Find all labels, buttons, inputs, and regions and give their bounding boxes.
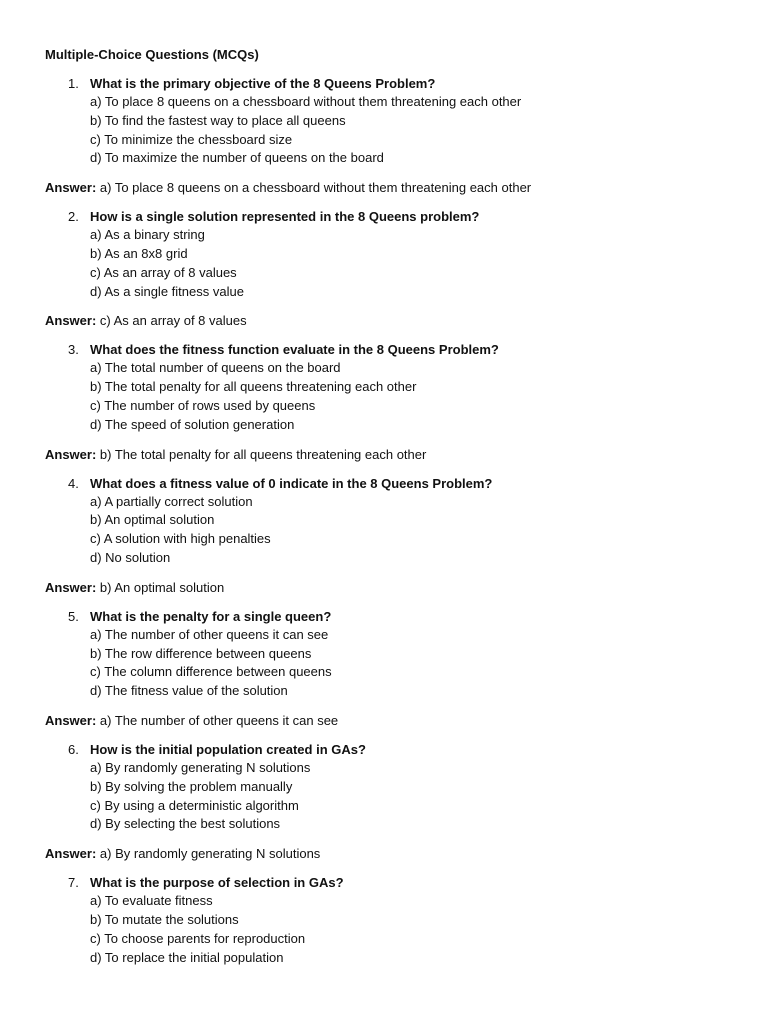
answer-option: d) The speed of solution generation bbox=[90, 416, 295, 432]
answer-option: c) To choose parents for reproduction bbox=[90, 930, 306, 946]
answer-line bbox=[45, 711, 723, 730]
answer-option: c) As an array of 8 values bbox=[90, 264, 237, 280]
question-block bbox=[45, 873, 723, 967]
question-prompt: What does the fitness function evaluate in the 8 Queens Problem? bbox=[90, 342, 499, 358]
answer-value: b) The total penalty for all queens threatening each other bbox=[96, 446, 427, 462]
question-text bbox=[45, 607, 723, 626]
question-text bbox=[45, 474, 723, 493]
question-block bbox=[45, 740, 723, 863]
answer-value: b) An optimal solution bbox=[96, 579, 225, 595]
answer-line bbox=[45, 445, 723, 464]
question-block bbox=[45, 474, 723, 597]
answer-label: Answer: bbox=[45, 712, 97, 728]
answer-option: a) To evaluate fitness bbox=[90, 893, 213, 909]
answer-option: a) As a binary string bbox=[90, 227, 205, 243]
question-list bbox=[45, 74, 723, 967]
question-number: 4. bbox=[68, 475, 79, 491]
answer-option: c) The column difference between queens bbox=[90, 664, 332, 680]
answer-label: Answer: bbox=[45, 313, 97, 329]
answer-option: d) The fitness value of the solution bbox=[90, 683, 288, 699]
answer-option: a) The number of other queens it can see bbox=[90, 626, 329, 642]
question-number: 5. bbox=[68, 608, 79, 624]
answer-option: d) To maximize the number of queens on the board bbox=[90, 150, 384, 166]
answer-option: c) A solution with high penalties bbox=[90, 531, 271, 547]
question-block bbox=[45, 340, 723, 463]
answer-value: a) By randomly generating N solutions bbox=[96, 846, 321, 862]
question-number: 2. bbox=[68, 209, 79, 225]
answer-option: b) As an 8x8 grid bbox=[90, 245, 188, 261]
answer-option: a) By randomly generating N solutions bbox=[90, 759, 311, 775]
answer-label: Answer: bbox=[45, 579, 97, 595]
question-prompt: How is the initial population created in GAs? bbox=[90, 741, 366, 757]
question-prompt: What is the purpose of selection in GAs? bbox=[90, 875, 344, 891]
answer-option: d) By selecting the best solutions bbox=[90, 816, 281, 832]
answer-option: a) To place 8 queens on a chessboard without them threatening each other bbox=[90, 94, 522, 109]
answer-option: d) As a single fitness value bbox=[90, 283, 244, 299]
answer-line bbox=[45, 311, 723, 330]
question-number: 3. bbox=[68, 342, 79, 358]
answer-option: a) A partially correct solution bbox=[90, 493, 253, 509]
question-number: 7. bbox=[68, 875, 79, 891]
question-number: 1. bbox=[68, 76, 79, 91]
question-block bbox=[45, 74, 723, 197]
answer-line bbox=[45, 578, 723, 597]
answer-option: c) By using a deterministic algorithm bbox=[90, 797, 299, 813]
answer-line bbox=[45, 178, 723, 197]
answer-label: Answer: bbox=[45, 180, 97, 196]
question-block bbox=[45, 207, 723, 330]
answer-option: b) To find the fastest way to place all queens bbox=[90, 112, 346, 128]
answer-option: a) The total number of queens on the board bbox=[90, 360, 341, 376]
question-prompt: What is the primary objective of the 8 Queens Problem? bbox=[90, 76, 436, 91]
answer-label: Answer: bbox=[45, 846, 97, 862]
question-block bbox=[45, 607, 723, 730]
question-text bbox=[45, 74, 723, 93]
answer-option: b) By solving the problem manually bbox=[90, 778, 293, 794]
answer-option: d) To replace the initial population bbox=[90, 949, 284, 965]
answer-option: b) The row difference between queens bbox=[90, 645, 312, 661]
question-prompt: How is a single solution represented in the 8 Queens problem? bbox=[90, 209, 480, 225]
answer-option: b) The total penalty for all queens threatening each other bbox=[90, 379, 417, 395]
answer-option: c) To minimize the chessboard size bbox=[90, 131, 293, 147]
answer-option: b) To mutate the solutions bbox=[90, 911, 239, 927]
answer-value: a) The number of other queens it can see bbox=[96, 712, 339, 728]
question-prompt: What is the penalty for a single queen? bbox=[90, 608, 332, 624]
answer-option: b) An optimal solution bbox=[90, 512, 215, 528]
document-title: Multiple-Choice Questions (MCQs) bbox=[45, 47, 259, 62]
question-text bbox=[45, 873, 723, 892]
question-prompt: What does a fitness value of 0 indicate in the 8 Queens Problem? bbox=[90, 475, 493, 491]
answer-option: d) No solution bbox=[90, 549, 171, 565]
answer-line bbox=[45, 844, 723, 863]
question-text bbox=[45, 207, 723, 226]
answer-value: c) As an array of 8 values bbox=[96, 313, 247, 329]
question-number: 6. bbox=[68, 741, 79, 757]
answer-label: Answer: bbox=[45, 446, 97, 462]
answer-value: a) To place 8 queens on a chessboard without them threatening each other bbox=[96, 180, 532, 196]
question-text bbox=[45, 740, 723, 759]
question-text bbox=[45, 340, 723, 359]
answer-option: c) The number of rows used by queens bbox=[90, 397, 316, 413]
